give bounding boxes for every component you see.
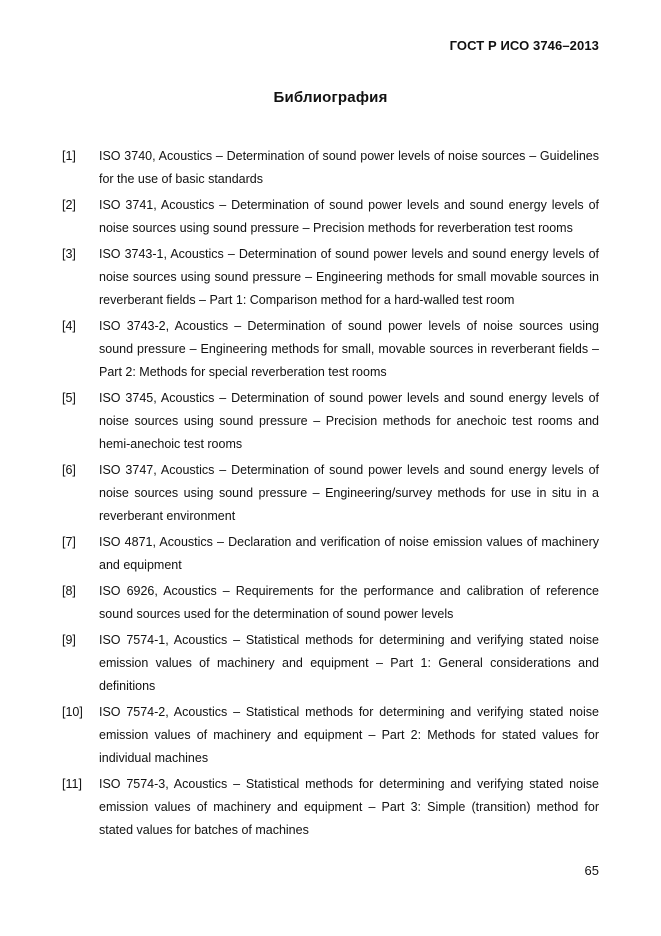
entry-number: [5] <box>62 391 76 405</box>
bibliography-entry <box>62 531 599 577</box>
page-title: Библиография <box>273 89 388 106</box>
entry-number: [10] <box>62 705 83 719</box>
entry-number: [1] <box>62 149 76 163</box>
entry-number: [2] <box>62 198 76 212</box>
entry-number: [3] <box>62 247 76 261</box>
bibliography-entry <box>62 315 599 384</box>
bibliography-entry <box>62 387 599 456</box>
entry-number: [9] <box>62 633 76 647</box>
entry-text: ISO 4871, Acoustics – Declaration and verification of noise emission values of machinery and equipment <box>99 535 599 572</box>
entry-text: ISO 7574-2, Acoustics – Statistical methods for determining and verifying stated noise emission values of machinery and equipment – Part 2: Methods for stated values for individual machines <box>99 705 599 765</box>
bibliography-entry <box>62 629 599 698</box>
entry-number: [6] <box>62 463 76 477</box>
entry-text: ISO 6926, Acoustics – Requirements for the performance and calibration of reference sound sources used for the determination of sound power levels <box>99 584 599 621</box>
entry-text: ISO 3740, Acoustics – Determination of sound power levels of noise sources – Guidelines for the use of basic standards <box>99 149 599 186</box>
entry-text: ISO 3747, Acoustics – Determination of sound power levels and sound energy levels of noise sources using sound pressure – Engineering/survey methods for use in situ in a reverberant environment <box>99 463 599 523</box>
entry-text: ISO 3745, Acoustics – Determination of sound power levels and sound energy levels of noise sources using sound pressure – Precision methods for anechoic test rooms and hemi-anechoic test rooms <box>99 391 599 451</box>
bibliography-entry <box>62 701 599 770</box>
entry-number: [7] <box>62 535 76 549</box>
bibliography-entry <box>62 194 599 240</box>
entry-number: [4] <box>62 319 76 333</box>
page-number: 65 <box>584 863 599 878</box>
bibliography-entry <box>62 580 599 626</box>
bibliography-entry <box>62 243 599 312</box>
entry-text: ISO 3743-2, Acoustics – Determination of sound power levels of noise sources using sound pressure – Engineering methods for small, movable sources in reverberant fields – Part 2: Methods for special reverberation test rooms <box>99 319 599 379</box>
entry-text: ISO 3743-1, Acoustics – Determination of sound power levels and sound energy levels of noise sources using sound pressure – Engineering methods for small movable sources in reverberant fields – Part 1: Comparison method for a hard-walled test room <box>99 247 599 307</box>
entry-text: ISO 3741, Acoustics – Determination of sound power levels and sound energy levels of noise sources using sound pressure – Precision methods for reverberation test rooms <box>99 198 599 235</box>
entry-number: [8] <box>62 584 76 598</box>
entry-text: ISO 7574-3, Acoustics – Statistical methods for determining and verifying stated noise emission values of machinery and equipment – Part 3: Simple (transition) method for stated values for batches of machines <box>99 777 599 837</box>
bibliography-entry <box>62 459 599 528</box>
entry-text: ISO 7574-1, Acoustics – Statistical methods for determining and verifying stated noise emission values of machinery and equipment – Part 1: General considerations and definitions <box>99 633 599 693</box>
bibliography-entry <box>62 773 599 842</box>
entry-number: [11] <box>62 777 82 791</box>
document-code: ГОСТ Р ИСО 3746–2013 <box>449 38 599 53</box>
bibliography-list <box>62 145 599 845</box>
bibliography-entry <box>62 145 599 191</box>
